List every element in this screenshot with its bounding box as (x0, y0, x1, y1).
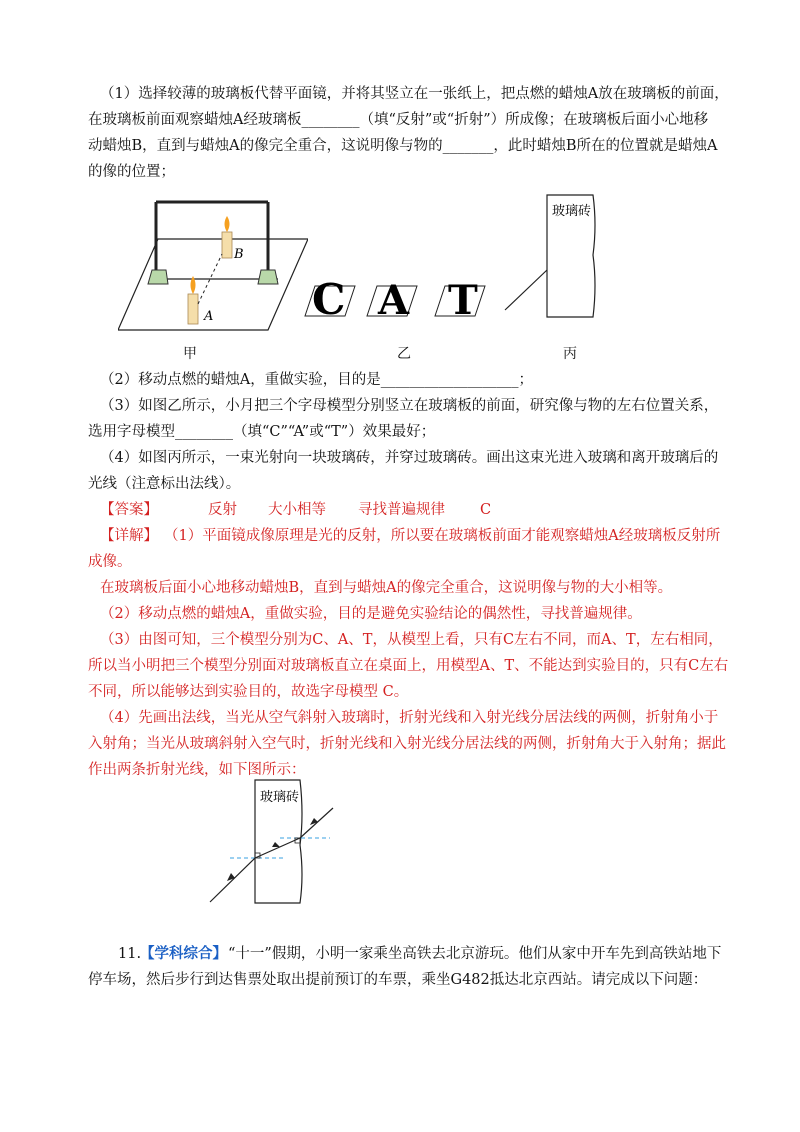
answer-tag: 【答案】 (100, 502, 158, 518)
q4-line-1: （4）如图丙所示，一束光射向一块玻璃砖，并穿过玻璃砖。画出这束光进入玻璃和离开玻璃后的 (100, 450, 719, 466)
q2-line: （2）移动点燃的蜡烛A，重做实验，目的是___________________； (100, 372, 533, 388)
q1-line-4: 的像的位置； (88, 164, 175, 180)
candle-a-label: A (204, 309, 214, 324)
answer-item-4: C (480, 502, 492, 518)
detail-line-8: （4）先画出法线，当光从空气斜射入玻璃时，折射光线和入射光线分居法线的两侧，折射角小于 (100, 710, 719, 726)
q4-line-2: 光线（注意标出法线）。 (88, 476, 241, 492)
letter-model-c: C (312, 275, 346, 324)
detail-line-1: （1）平面镜成像原理是光的反射，所以要在玻璃板前面才能观察蜡烛A经玻璃板反射所 (164, 528, 721, 544)
q11-line-2: 停车场，然后步行到达售票处取出提前预订的车票，乘坐G482抵达北京西站。请完成以下问题： (88, 972, 708, 988)
answer-item-1: 反射 (208, 502, 237, 518)
figure-bing-caption: 丙 (563, 346, 577, 362)
detail-line-5: （3）由图可知，三个模型分别为C、A、T，从模型上看，只有C左右不同，而A、T，左右相同， (100, 632, 723, 648)
letter-model-a: A (378, 277, 410, 324)
figure-bing-glass-brick (500, 185, 610, 325)
detail-line-6: 所以当小明把三个模型分别面对玻璃板直立在桌面上，用模型A、T、不能达到实验目的，只有C左右 (88, 658, 729, 674)
detail-tag: 【详解】 (100, 528, 158, 544)
detail-line-10: 作出两条折射光线，如下图所示： (88, 762, 306, 778)
answer-item-2: 大小相等 (268, 502, 326, 518)
refraction-glass-brick-label: 玻璃砖 (260, 790, 300, 805)
q1-line-3: 动蜡烛B，直到与蜡烛A的像完全重合，这说明像与物的_______，此时蜡烛B所在的位置就是蜡烛A (88, 138, 718, 154)
refraction-answer-figure (205, 775, 345, 910)
detail-line-4: （2）移动点燃的蜡烛A，重做实验，目的是避免实验结论的偶然性，寻找普遍规律。 (100, 606, 642, 622)
q11-number: 11. (118, 946, 142, 962)
figure-yi-caption: 乙 (397, 346, 411, 362)
letter-model-t: T (448, 277, 478, 324)
candle-b-label: B (234, 247, 244, 262)
detail-line-9: 入射角；当光从玻璃斜射入空气时，折射光线和入射光线分居法线的两侧，折射角大于入射角；据此 (88, 736, 726, 752)
q1-line-1: （1）选择较薄的玻璃板代替平面镜，并将其竖立在一张纸上，把点燃的蜡烛A放在玻璃板的前面， (100, 86, 729, 102)
answer-item-3: 寻找普遍规律 (358, 502, 445, 518)
q11-subject-tag: 【学科综合】 (140, 945, 227, 962)
figure-yi-letter-models (300, 266, 500, 326)
q1-line-2: 在玻璃板前面观察蜡烛A经玻璃板________（填“反射”或“折射”）所成像；在玻璃板后面小心地移 (88, 112, 709, 128)
detail-line-7: 不同，所以能够达到实验目的，故选字母模型 C。 (88, 684, 409, 700)
detail-line-3: 在玻璃板后面小心地移动蜡烛B，直到与蜡烛A的像完全重合，这说明像与物的大小相等。 (100, 580, 673, 596)
q3-line-2: 选用字母模型________（填“C”“A”或“T”）效果最好； (88, 424, 436, 440)
figure-jia-mirror-experiment (118, 192, 308, 337)
detail-line-2: 成像。 (88, 554, 132, 570)
glass-brick-label: 玻璃砖 (552, 204, 592, 219)
q3-line-1: （3）如图乙所示，小月把三个字母模型分别竖立在玻璃板的前面，研究像与物的左右位置关系， (100, 398, 719, 414)
figure-jia-caption: 甲 (183, 346, 197, 362)
q11-line-1: “十一”假期，小明一家乘坐高铁去北京游玩。他们从家中开车先到高铁站地下 (228, 946, 722, 962)
